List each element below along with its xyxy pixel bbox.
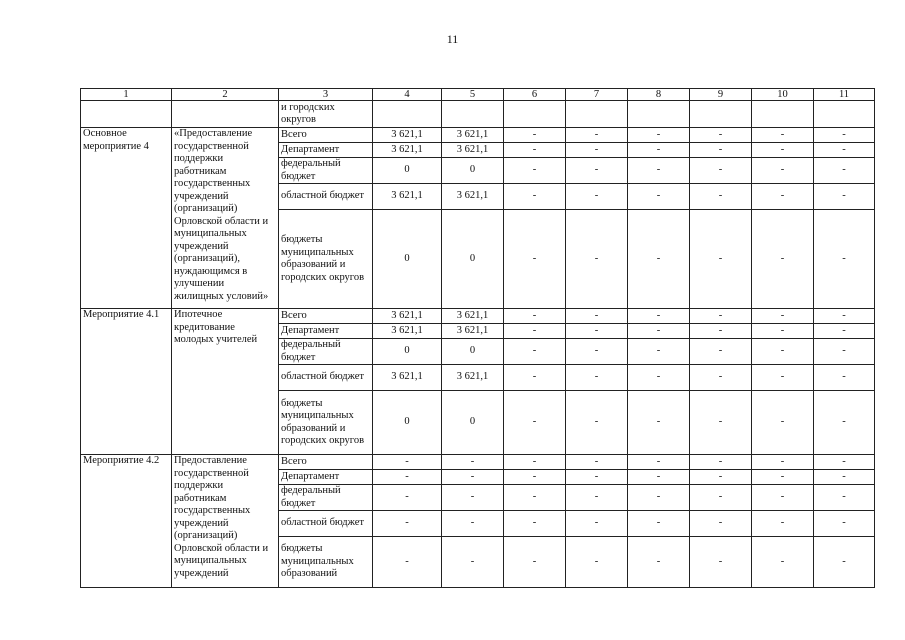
value-cell: - bbox=[566, 210, 628, 309]
value-cell: - bbox=[628, 455, 690, 470]
value-cell: - bbox=[566, 365, 628, 391]
col-header-5: 5 bbox=[442, 89, 504, 101]
value-cell: - bbox=[628, 511, 690, 537]
value-cell: - bbox=[373, 455, 442, 470]
value-cell: - bbox=[504, 339, 566, 365]
value-cell: - bbox=[690, 511, 752, 537]
value-cell: - bbox=[504, 324, 566, 339]
value-cell: - bbox=[373, 537, 442, 588]
continued-value-cell bbox=[628, 101, 690, 128]
continued-value-cell bbox=[814, 101, 875, 128]
value-cell: - bbox=[442, 511, 504, 537]
value-cell: 0 bbox=[442, 391, 504, 455]
continued-name-cell bbox=[172, 101, 279, 128]
funding-source-cell: бюджеты муниципальных образований bbox=[279, 537, 373, 588]
value-cell: - bbox=[504, 309, 566, 324]
value-cell: - bbox=[814, 485, 875, 511]
funding-source-cell: Департамент bbox=[279, 470, 373, 485]
value-cell: - bbox=[690, 324, 752, 339]
value-cell: - bbox=[566, 537, 628, 588]
event-name-cell: Предоставление государственной поддержки работникам государственных учреждений (организаций) Орловской области и муниципальных учреждений bbox=[172, 455, 279, 588]
value-cell: - bbox=[566, 143, 628, 158]
value-cell: - bbox=[690, 455, 752, 470]
value-cell: - bbox=[566, 184, 628, 210]
value-cell: - bbox=[690, 309, 752, 324]
col-header-3: 3 bbox=[279, 89, 373, 101]
col-header-2: 2 bbox=[172, 89, 279, 101]
value-cell: - bbox=[504, 391, 566, 455]
continued-value-cell bbox=[373, 101, 442, 128]
value-cell: - bbox=[814, 128, 875, 143]
funding-source-cell: федеральный бюджет bbox=[279, 339, 373, 365]
col-header-7: 7 bbox=[566, 89, 628, 101]
funding-source-cell: Департамент bbox=[279, 143, 373, 158]
value-cell: - bbox=[628, 365, 690, 391]
value-cell: - bbox=[504, 158, 566, 184]
funding-source-cell: областной бюджет bbox=[279, 365, 373, 391]
value-cell: - bbox=[504, 455, 566, 470]
value-cell: - bbox=[504, 128, 566, 143]
continued-value-cell bbox=[690, 101, 752, 128]
value-cell: - bbox=[566, 158, 628, 184]
value-cell: - bbox=[566, 391, 628, 455]
value-cell: - bbox=[566, 485, 628, 511]
value-cell: - bbox=[690, 470, 752, 485]
col-header-8: 8 bbox=[628, 89, 690, 101]
col-header-11: 11 bbox=[814, 89, 875, 101]
value-cell: - bbox=[814, 339, 875, 365]
page-number: 11 bbox=[446, 32, 459, 46]
value-cell: - bbox=[628, 391, 690, 455]
value-cell: - bbox=[814, 184, 875, 210]
value-cell: - bbox=[442, 537, 504, 588]
value-cell: - bbox=[442, 485, 504, 511]
value-cell: 0 bbox=[442, 339, 504, 365]
value-cell: - bbox=[628, 128, 690, 143]
col-header-4: 4 bbox=[373, 89, 442, 101]
value-cell: - bbox=[690, 339, 752, 365]
event-code-cell: Мероприятие 4.1 bbox=[81, 309, 172, 455]
value-cell: 3 621,1 bbox=[442, 324, 504, 339]
value-cell: - bbox=[690, 391, 752, 455]
value-cell: - bbox=[566, 455, 628, 470]
event-name-cell: Ипотечное кредитование молодых учителей bbox=[172, 309, 279, 455]
value-cell: - bbox=[690, 537, 752, 588]
col-header-1: 1 bbox=[81, 89, 172, 101]
value-cell: - bbox=[373, 470, 442, 485]
continued-value-cell bbox=[752, 101, 814, 128]
value-cell: - bbox=[814, 391, 875, 455]
value-cell: - bbox=[690, 485, 752, 511]
funding-source-cell: бюджеты муниципальных образований и городских округов bbox=[279, 210, 373, 309]
value-cell: - bbox=[628, 158, 690, 184]
value-cell: - bbox=[814, 511, 875, 537]
value-cell: - bbox=[504, 184, 566, 210]
value-cell: - bbox=[566, 324, 628, 339]
value-cell: - bbox=[628, 470, 690, 485]
value-cell: - bbox=[752, 143, 814, 158]
col-header-10: 10 bbox=[752, 89, 814, 101]
table-row bbox=[81, 455, 875, 470]
value-cell: 0 bbox=[442, 210, 504, 309]
value-cell: - bbox=[628, 485, 690, 511]
value-cell: - bbox=[566, 128, 628, 143]
value-cell: - bbox=[690, 184, 752, 210]
value-cell: - bbox=[690, 365, 752, 391]
value-cell: - bbox=[690, 128, 752, 143]
value-cell: - bbox=[690, 210, 752, 309]
value-cell: 3 621,1 bbox=[442, 309, 504, 324]
value-cell: - bbox=[504, 537, 566, 588]
value-cell: - bbox=[504, 143, 566, 158]
value-cell: - bbox=[566, 309, 628, 324]
continued-row bbox=[81, 101, 875, 128]
table-body bbox=[81, 89, 875, 588]
value-cell: - bbox=[752, 511, 814, 537]
value-cell: 0 bbox=[442, 158, 504, 184]
value-cell: - bbox=[752, 158, 814, 184]
value-cell: - bbox=[566, 339, 628, 365]
value-cell: - bbox=[504, 470, 566, 485]
funding-source-cell: областной бюджет bbox=[279, 511, 373, 537]
funding-source-cell: федеральный бюджет bbox=[279, 158, 373, 184]
value-cell: - bbox=[504, 485, 566, 511]
value-cell: - bbox=[628, 143, 690, 158]
value-cell: - bbox=[752, 537, 814, 588]
value-cell: - bbox=[373, 485, 442, 511]
value-cell: - bbox=[814, 537, 875, 588]
value-cell: - bbox=[752, 485, 814, 511]
value-cell: 3 621,1 bbox=[442, 184, 504, 210]
value-cell: - bbox=[752, 324, 814, 339]
value-cell: 3 621,1 bbox=[373, 365, 442, 391]
table-row bbox=[81, 128, 875, 143]
value-cell: - bbox=[814, 455, 875, 470]
value-cell: - bbox=[752, 339, 814, 365]
value-cell: - bbox=[690, 158, 752, 184]
value-cell: - bbox=[628, 339, 690, 365]
value-cell: 3 621,1 bbox=[373, 324, 442, 339]
continued-value-cell bbox=[442, 101, 504, 128]
funding-source-cell: федеральный бюджет bbox=[279, 485, 373, 511]
value-cell: - bbox=[752, 391, 814, 455]
value-cell: - bbox=[752, 128, 814, 143]
value-cell: 0 bbox=[373, 391, 442, 455]
value-cell: - bbox=[814, 365, 875, 391]
value-cell: - bbox=[566, 511, 628, 537]
value-cell: - bbox=[442, 470, 504, 485]
value-cell: - bbox=[628, 210, 690, 309]
value-cell: 3 621,1 bbox=[373, 309, 442, 324]
funding-source-cell: областной бюджет bbox=[279, 184, 373, 210]
funding-source-cell: Всего bbox=[279, 128, 373, 143]
value-cell: - bbox=[814, 158, 875, 184]
continued-source-cell: и городских округов bbox=[279, 101, 373, 128]
value-cell: - bbox=[814, 210, 875, 309]
value-cell: - bbox=[814, 470, 875, 485]
continued-value-cell bbox=[566, 101, 628, 128]
value-cell: - bbox=[752, 365, 814, 391]
continued-value-cell bbox=[504, 101, 566, 128]
value-cell: - bbox=[752, 309, 814, 324]
value-cell: - bbox=[752, 184, 814, 210]
funding-source-cell: Всего bbox=[279, 455, 373, 470]
value-cell: 3 621,1 bbox=[442, 143, 504, 158]
funding-source-cell: Всего bbox=[279, 309, 373, 324]
value-cell: - bbox=[752, 455, 814, 470]
col-header-6: 6 bbox=[504, 89, 566, 101]
value-cell: - bbox=[373, 511, 442, 537]
table-row bbox=[81, 309, 875, 324]
value-cell: - bbox=[504, 210, 566, 309]
value-cell: 3 621,1 bbox=[373, 128, 442, 143]
event-code-cell: Мероприятие 4.2 bbox=[81, 455, 172, 588]
value-cell: 0 bbox=[373, 158, 442, 184]
funding-source-cell: бюджеты муниципальных образований и городских округов bbox=[279, 391, 373, 455]
value-cell: 3 621,1 bbox=[442, 365, 504, 391]
value-cell: 0 bbox=[373, 339, 442, 365]
column-numbers-row bbox=[81, 89, 875, 101]
value-cell: - bbox=[628, 309, 690, 324]
value-cell: - bbox=[752, 210, 814, 309]
value-cell: - bbox=[814, 309, 875, 324]
value-cell: - bbox=[628, 184, 690, 210]
continued-code-cell bbox=[81, 101, 172, 128]
col-header-9: 9 bbox=[690, 89, 752, 101]
value-cell: 3 621,1 bbox=[373, 184, 442, 210]
value-cell: 0 bbox=[373, 210, 442, 309]
value-cell: 3 621,1 bbox=[373, 143, 442, 158]
event-code-cell: Основное мероприятие 4 bbox=[81, 128, 172, 309]
value-cell: - bbox=[566, 470, 628, 485]
value-cell: - bbox=[752, 470, 814, 485]
funding-source-cell: Департамент bbox=[279, 324, 373, 339]
value-cell: - bbox=[504, 511, 566, 537]
event-name-cell: «Предоставление государственной поддержки работникам государственных учреждений (организаций) Орловской области и муниципальных учреждений (организаций), нуждающимся в улучшении жилищных условий» bbox=[172, 128, 279, 309]
value-cell: 3 621,1 bbox=[442, 128, 504, 143]
value-cell: - bbox=[442, 455, 504, 470]
budget-table bbox=[80, 88, 875, 588]
value-cell: - bbox=[690, 143, 752, 158]
value-cell: - bbox=[814, 324, 875, 339]
value-cell: - bbox=[628, 537, 690, 588]
value-cell: - bbox=[628, 324, 690, 339]
value-cell: - bbox=[504, 365, 566, 391]
value-cell: - bbox=[814, 143, 875, 158]
